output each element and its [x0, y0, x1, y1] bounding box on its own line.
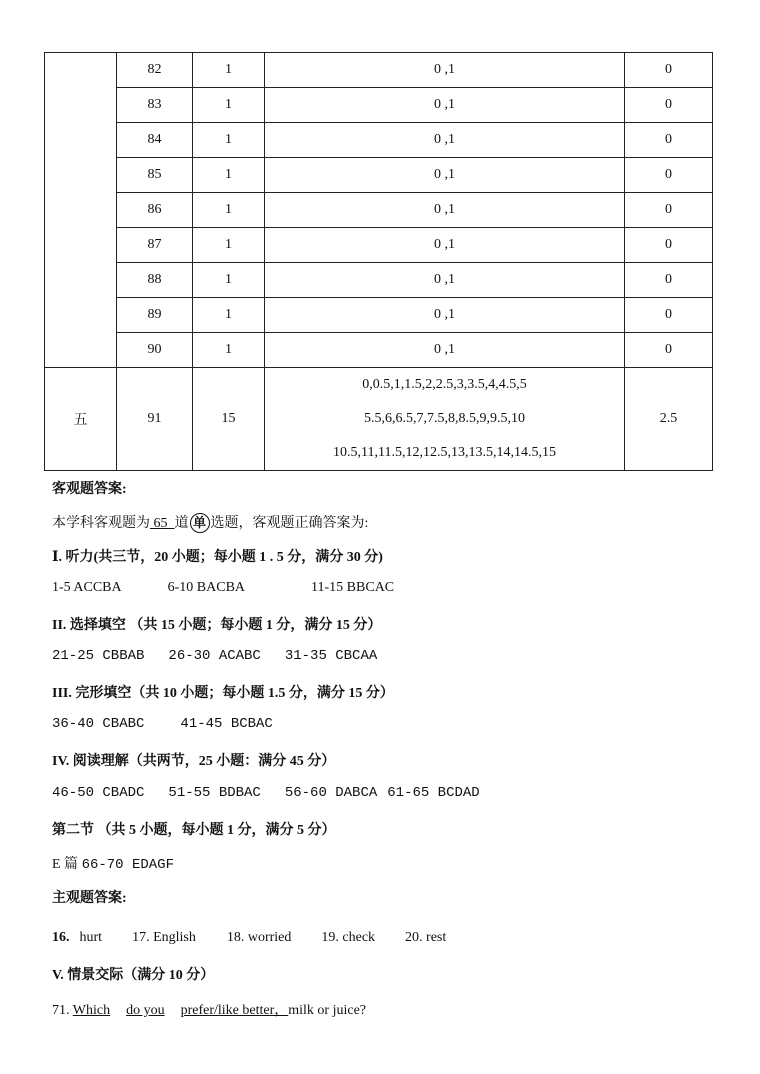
question-cell: 82 [117, 53, 193, 88]
answer-group: 36-40 CBABC [52, 716, 145, 732]
count-cell: 1 [193, 263, 265, 298]
step-cell: 0 [625, 193, 713, 228]
step-cell: 0 [625, 298, 713, 333]
step-cell: 0 [625, 333, 713, 368]
intro-mid: 道 [174, 516, 189, 531]
answer-group: 46-50 CBADC [52, 785, 145, 801]
question-cell: 87 [117, 228, 193, 263]
table-row [45, 158, 713, 193]
answer-group: 1-5 ACCBA [52, 580, 122, 595]
subjective-heading: 主观题答案: [52, 891, 127, 906]
count-cell: 1 [193, 193, 265, 228]
step-cell: 0 [625, 88, 713, 123]
answer-item: 17. English [132, 930, 196, 945]
question-cell: 83 [117, 88, 193, 123]
table-row [45, 123, 713, 158]
section-1-answers [52, 580, 394, 596]
scores-cell: 0 ,1 [265, 88, 625, 123]
section-3-answers [52, 716, 273, 732]
sentence-tail: milk or juice? [288, 1003, 367, 1018]
intro-pre: 本学科客观题为 [52, 516, 150, 531]
table-row-last [45, 368, 713, 471]
answer-number: 71. [52, 1003, 70, 1018]
section-cell: 五 [45, 368, 117, 471]
step-cell: 0 [625, 158, 713, 193]
section-5-title: V. 情景交际（满分 10 分） [52, 968, 215, 983]
answer-group: 41-45 BCBAC [180, 716, 273, 732]
answer-item: hurt [79, 930, 103, 945]
section-4-answers [52, 785, 480, 801]
scores-cell: 0 ,1 [265, 123, 625, 158]
scores-cell: 0 ,1 [265, 333, 625, 368]
question-cell: 85 [117, 158, 193, 193]
table-row [45, 333, 713, 368]
answer-group: 56-60 DABCA [284, 785, 378, 801]
objective-intro [52, 512, 368, 533]
question-cell: 84 [117, 123, 193, 158]
blank-answer: Which [72, 1003, 111, 1018]
count-cell: 1 [193, 123, 265, 158]
section-4-title: IV. 阅读理解（共两节，25 小题：满分 45 分） [52, 754, 336, 769]
step-cell: 2.5 [625, 368, 713, 471]
score-table [44, 52, 713, 471]
question-cell: 91 [117, 368, 193, 471]
table-row [45, 88, 713, 123]
answer-group: 26-30 ACABC [168, 648, 261, 664]
answer-group: 6-10 BACBA [167, 580, 246, 595]
count-cell: 15 [193, 368, 265, 471]
section-4-part-2-answers [52, 853, 174, 873]
scores-cell: 0 ,1 [265, 263, 625, 298]
question-cell: 89 [117, 298, 193, 333]
answer-group: 51-55 BDBAC [168, 785, 261, 801]
scores-cell: 0 ,1 [265, 53, 625, 88]
answer-group: 21-25 CBBAB [52, 648, 145, 664]
section-2-title: II. 选择填空 （共 15 小题；每小题 1 分，满分 15 分） [52, 618, 382, 633]
count-cell: 1 [193, 53, 265, 88]
section-1-title: Ⅰ. 听力(共三节，20 小题；每小题 1 . 5 分，满分 30 分) [52, 550, 383, 565]
answer-group: 66-70 EDAGF [81, 857, 174, 873]
intro-post: 选题，客观题正确答案为: [210, 516, 369, 531]
section-2-answers [52, 648, 377, 664]
passage-label: E 篇 [52, 857, 79, 872]
count-cell: 1 [193, 333, 265, 368]
step-cell: 0 [625, 53, 713, 88]
scores-cell: 0 ,1 [265, 298, 625, 333]
dialogue-answer [52, 999, 366, 1019]
answer-group: 61-65 BCDAD [387, 785, 480, 801]
scores-cell: 0 ,1 [265, 228, 625, 263]
blank-answer: prefer/like better， [180, 1003, 289, 1018]
objective-heading: 客观题答案: [52, 482, 127, 497]
circled-character: 单 [190, 513, 210, 533]
scores-line-3: 10.5,11,11.5,12,12.5,13,13.5,14,14.5,15 [333, 445, 556, 460]
count-cell: 1 [193, 228, 265, 263]
table-row [45, 263, 713, 298]
answer-item: 20. rest [405, 930, 447, 945]
table-row [45, 298, 713, 333]
answer-group: 31-35 CBCAA [284, 648, 378, 664]
answer-item: 18. worried [226, 930, 292, 945]
fill-in-answers [52, 930, 446, 946]
count-cell: 1 [193, 298, 265, 333]
step-cell: 0 [625, 123, 713, 158]
table-row [45, 228, 713, 263]
count-cell: 1 [193, 88, 265, 123]
section-3-title: III. 完形填空（共 10 小题；每小题 1.5 分，满分 15 分） [52, 686, 394, 701]
section-4-part-2-title: 第二节 （共 5 小题，每小题 1 分，满分 5 分） [52, 823, 336, 838]
answer-group: 11-15 BBCAC [311, 580, 395, 595]
scores-line-2: 5.5,6,6.5,7,7.5,8,8.5,9,9.5,10 [364, 411, 525, 426]
answer-number: 16. [52, 930, 70, 945]
scores-line-1: 0,0.5,1,1.5,2,2.5,3,3.5,4,4.5,5 [362, 377, 527, 392]
table-row [45, 193, 713, 228]
answer-item: 19. check [321, 930, 376, 945]
count-cell: 1 [193, 158, 265, 193]
question-cell: 90 [117, 333, 193, 368]
scores-cell-multi [265, 368, 625, 471]
section-cell-empty [45, 53, 117, 368]
intro-count: 65 [153, 516, 168, 531]
table-row [45, 53, 713, 88]
scores-cell: 0 ,1 [265, 193, 625, 228]
step-cell: 0 [625, 228, 713, 263]
step-cell: 0 [625, 263, 713, 298]
blank-answer: do you [126, 1003, 165, 1018]
scores-cell: 0 ,1 [265, 158, 625, 193]
question-cell: 86 [117, 193, 193, 228]
question-cell: 88 [117, 263, 193, 298]
